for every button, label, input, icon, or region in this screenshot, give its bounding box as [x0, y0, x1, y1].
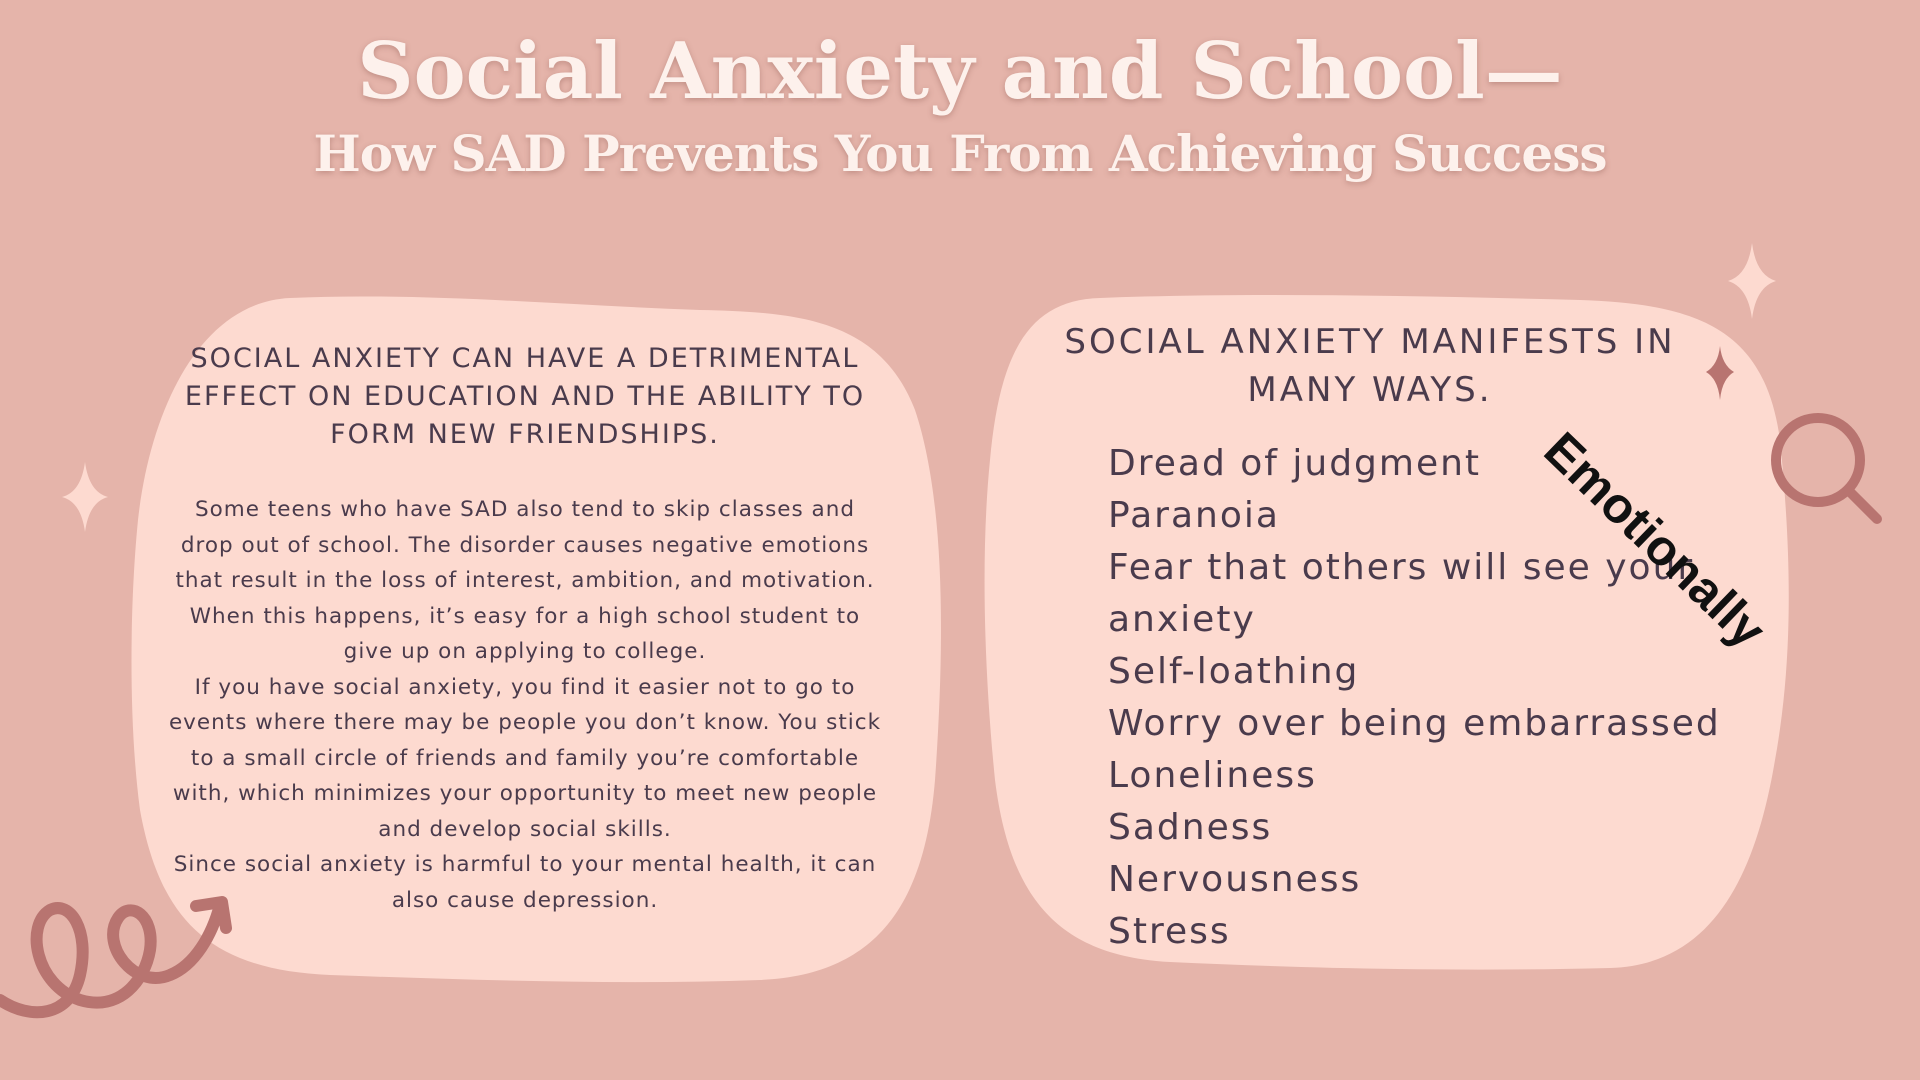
title-block [0, 22, 1920, 186]
list-item: Dread of judgment [1108, 443, 1482, 484]
right-card-heading: SOCIAL ANXIETY MANIFESTS IN MANY WAYS. [1064, 322, 1676, 410]
list-item: Stress [1108, 911, 1231, 952]
emotionally-label: Emotionally [1533, 421, 1777, 659]
left-card-paragraph: Since social anxiety is harmful to your mental health, it can also cause depression. [173, 852, 877, 913]
page-title: Social Anxiety and School— [357, 26, 1563, 117]
page-subtitle: How SAD Prevents You From Achieving Success [313, 124, 1607, 183]
magnifier-icon [1776, 418, 1877, 519]
list-item: Paranoia [1108, 495, 1280, 536]
list-item: Loneliness [1108, 755, 1317, 796]
list-item: Sadness [1108, 807, 1273, 848]
left-card-content [165, 340, 885, 918]
list-item: Nervousness [1108, 859, 1362, 900]
list-item: Self-loathing [1108, 651, 1360, 692]
left-card-paragraph: Some teens who have SAD also tend to skip classes and drop out of school. The disorder causes negative emotions that result in the loss of interest, ambition, and motivation. When this happens, it’s easy for a high school student to give up on applying to college. [175, 497, 875, 664]
left-card-heading: SOCIAL ANXIETY CAN HAVE A DETRIMENTAL EFFECT ON EDUCATION AND THE ABILITY TO FORM NEW FRIENDSHIPS. [184, 343, 866, 450]
list-item: Worry over being embarrassed [1108, 703, 1721, 744]
left-card-paragraph: If you have social anxiety, you find it easier not to go to events where there may be people you don’t know. You stick to a small circle of friends and family you’re comfortable with, which minimizes your opportunity to meet new people and develop social skills. [168, 674, 882, 842]
sparkle-icon [62, 462, 108, 532]
left-card-body [165, 492, 885, 918]
sparkle-icon [1728, 243, 1776, 319]
list-item: Fear that others will see your anxiety [1108, 547, 1695, 640]
